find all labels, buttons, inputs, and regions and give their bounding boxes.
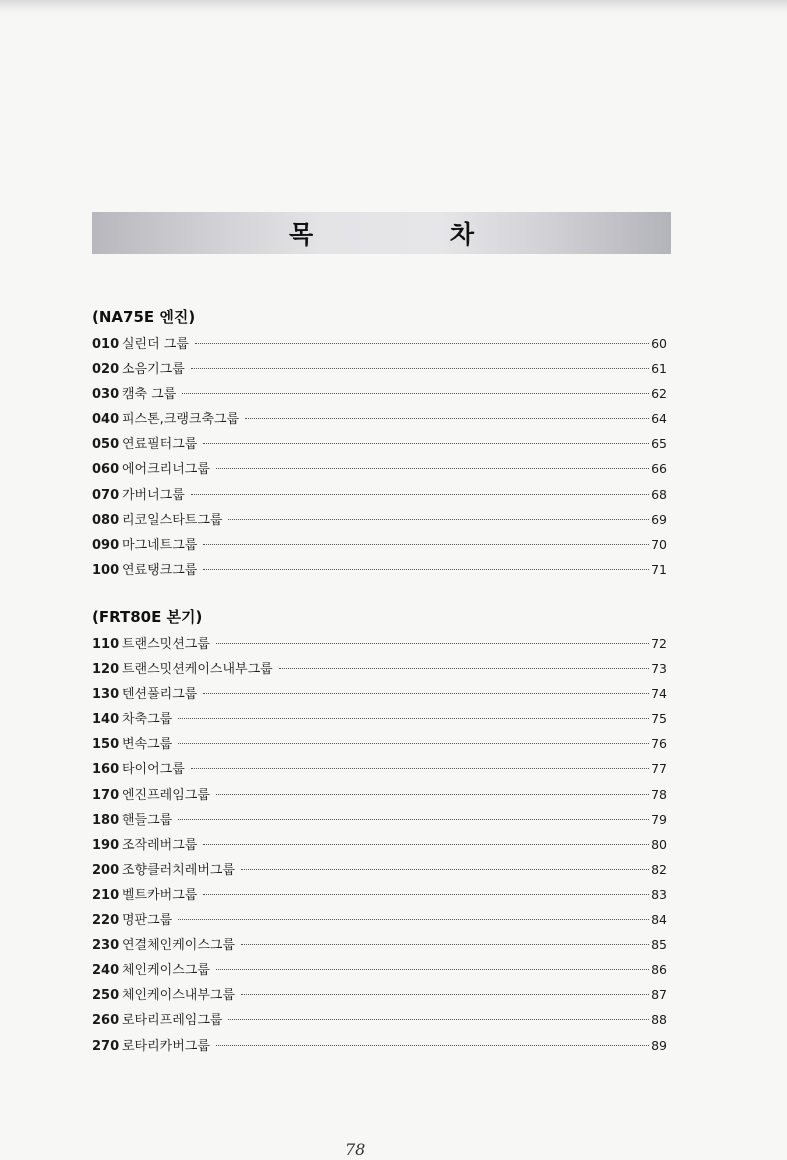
entry-title: 명판그룹: [122, 913, 173, 929]
entry-title: 피스톤,크랭크축그룹: [122, 412, 240, 428]
entry-number: 190: [92, 837, 120, 853]
entry-page-number: 65: [651, 436, 667, 452]
dot-leader: [216, 969, 649, 970]
entry-number: 160: [92, 762, 120, 778]
entry-title: 조향클러치레버그룹: [122, 862, 236, 878]
toc-entry[interactable]: [92, 731, 667, 756]
dot-leader: [178, 819, 649, 820]
entry-page-number: 83: [651, 886, 667, 902]
dot-leader: [178, 718, 649, 719]
toc-entry[interactable]: [92, 932, 667, 957]
entry-page-number: 87: [651, 987, 667, 1003]
toc-entry[interactable]: [92, 482, 667, 507]
dot-leader: [182, 393, 649, 394]
toc-entry[interactable]: [92, 832, 667, 857]
entry-title: 캠축 그룹: [122, 387, 177, 403]
entry-page-number: 80: [651, 836, 667, 852]
toc-entry[interactable]: [92, 1033, 667, 1058]
entry-page-number: 78: [651, 786, 667, 802]
dot-leader: [241, 869, 649, 870]
toc-entry[interactable]: [92, 882, 667, 907]
entry-title: 핸들그룹: [122, 812, 173, 828]
entry-page-number: 86: [651, 962, 667, 978]
toc-entry[interactable]: [92, 406, 667, 431]
entry-number: 080: [92, 512, 120, 528]
entry-page-number: 62: [651, 386, 667, 402]
entry-number: 120: [92, 662, 120, 678]
dot-leader: [191, 368, 649, 369]
entry-number: 150: [92, 737, 120, 753]
entry-page-number: 70: [651, 536, 667, 552]
entry-title: 에어크리너그룹: [122, 462, 210, 478]
entry-number: 210: [92, 887, 120, 903]
entry-title: 로타리프레임그룹: [122, 1013, 223, 1029]
entry-title: 엔진프레임그룹: [122, 787, 210, 803]
scan-edge: [0, 0, 787, 14]
entry-number: 020: [92, 362, 120, 378]
entry-page-number: 61: [651, 361, 667, 377]
entry-page-number: 68: [651, 486, 667, 502]
entry-title: 연료탱크그룹: [122, 562, 198, 578]
entry-number: 240: [92, 963, 120, 979]
toc-entry[interactable]: [92, 557, 667, 582]
entry-title: 실린더 그룹: [122, 337, 189, 352]
toc-entry[interactable]: [92, 807, 667, 832]
entry-number: 040: [92, 412, 120, 428]
title-banner: [92, 212, 671, 254]
toc-entry[interactable]: [92, 782, 667, 807]
entry-number: 230: [92, 938, 120, 954]
toc-entry[interactable]: [92, 982, 667, 1007]
dot-leader: [191, 494, 649, 495]
entry-page-number: 88: [651, 1012, 667, 1028]
entry-number: 250: [92, 988, 120, 1004]
toc-entry[interactable]: [92, 907, 667, 932]
entry-page-number: 85: [651, 937, 667, 953]
dot-leader: [178, 743, 649, 744]
dot-leader: [216, 794, 649, 795]
entry-page-number: 64: [651, 411, 667, 427]
toc-section-engine: [92, 307, 667, 582]
dot-leader: [216, 1045, 649, 1046]
entry-title: 트랜스밋션케이스내부그룹: [122, 662, 273, 678]
entry-page-number: 75: [651, 711, 667, 727]
entry-page-number: 79: [651, 811, 667, 827]
toc-entry[interactable]: [92, 356, 667, 381]
toc-section-body: [92, 607, 667, 1058]
entry-page-number: 84: [651, 912, 667, 928]
dot-leader: [279, 668, 649, 669]
entry-number: 270: [92, 1038, 120, 1054]
page-title: 목 차: [288, 220, 538, 249]
dot-leader: [216, 643, 649, 644]
dot-leader: [203, 443, 649, 444]
section-header: (FRT80E 본기): [92, 608, 203, 626]
entry-number: 200: [92, 862, 120, 878]
entry-title: 체인케이스내부그룹: [122, 988, 236, 1004]
toc-entry[interactable]: [92, 631, 667, 656]
entry-title: 텐션풀리그룹: [122, 687, 198, 703]
toc-entry[interactable]: [92, 957, 667, 982]
dot-leader: [216, 468, 649, 469]
toc-entry[interactable]: [92, 706, 667, 731]
entry-title: 트랜스밋션그룹: [122, 637, 210, 652]
entry-number: 070: [92, 487, 120, 503]
entry-number: 110: [92, 637, 120, 652]
dot-leader: [228, 1019, 649, 1020]
toc-entry[interactable]: [92, 681, 667, 706]
entry-page-number: 72: [651, 636, 667, 651]
entry-page-number: 77: [651, 761, 667, 777]
entry-page-number: 89: [651, 1037, 667, 1053]
entry-title: 연결체인케이스그룹: [122, 938, 236, 954]
entry-title: 리코일스타트그룹: [122, 512, 223, 528]
entry-title: 타이어그룹: [122, 762, 185, 778]
entry-number: 260: [92, 1013, 120, 1029]
dot-leader: [195, 343, 649, 344]
toc-entry[interactable]: [92, 507, 667, 532]
entry-page-number: 66: [651, 461, 667, 477]
entry-number: 220: [92, 913, 120, 929]
entry-page-number: 82: [651, 861, 667, 877]
entry-title: 차축그룹: [122, 712, 173, 728]
dot-leader: [203, 544, 649, 545]
dot-leader: [178, 919, 649, 920]
dot-leader: [203, 693, 649, 694]
toc-list: [92, 631, 667, 1058]
toc-entry[interactable]: [92, 456, 667, 481]
toc-entry[interactable]: [92, 1007, 667, 1032]
dot-leader: [241, 944, 649, 945]
entry-title: 로타리카버그룹: [122, 1038, 210, 1054]
entry-number: 010: [92, 337, 120, 352]
entry-title: 조작레버그룹: [122, 837, 198, 853]
toc-entry[interactable]: [92, 331, 667, 356]
entry-title: 마그네트그룹: [122, 537, 198, 553]
entry-number: 060: [92, 462, 120, 478]
entry-title: 체인케이스그룹: [122, 963, 210, 979]
toc-list: [92, 331, 667, 582]
entry-title: 가버너그룹: [122, 487, 185, 503]
entry-title: 연료필터그룹: [122, 437, 198, 453]
entry-number: 180: [92, 812, 120, 828]
section-header: (NA75E 엔진): [92, 308, 196, 326]
entry-page-number: 71: [651, 561, 667, 577]
entry-number: 130: [92, 687, 120, 703]
entry-number: 170: [92, 787, 120, 803]
entry-page-number: 73: [651, 661, 667, 677]
toc-entry[interactable]: [92, 431, 667, 456]
page-number-mark: 78: [345, 1140, 366, 1159]
dot-leader: [241, 994, 649, 995]
entry-title: 변속그룹: [122, 737, 173, 753]
entry-page-number: 74: [651, 686, 667, 702]
entry-title: 벨트카버그룹: [122, 887, 198, 903]
entry-page-number: 60: [651, 336, 667, 351]
entry-number: 140: [92, 712, 120, 728]
toc-entry[interactable]: [92, 381, 667, 406]
dot-leader: [245, 418, 649, 419]
dot-leader: [203, 844, 649, 845]
entry-number: 090: [92, 537, 120, 553]
entry-page-number: 69: [651, 511, 667, 527]
entry-number: 030: [92, 387, 120, 403]
dot-leader: [203, 569, 649, 570]
toc-entry[interactable]: [92, 656, 667, 681]
entry-number: 100: [92, 562, 120, 578]
dot-leader: [191, 768, 649, 769]
toc-entry[interactable]: [92, 857, 667, 882]
toc-entry[interactable]: [92, 532, 667, 557]
entry-page-number: 76: [651, 736, 667, 752]
entry-title: 소음기그룹: [122, 362, 185, 378]
dot-leader: [228, 519, 649, 520]
entry-number: 050: [92, 437, 120, 453]
dot-leader: [203, 894, 649, 895]
toc-entry[interactable]: [92, 756, 667, 781]
